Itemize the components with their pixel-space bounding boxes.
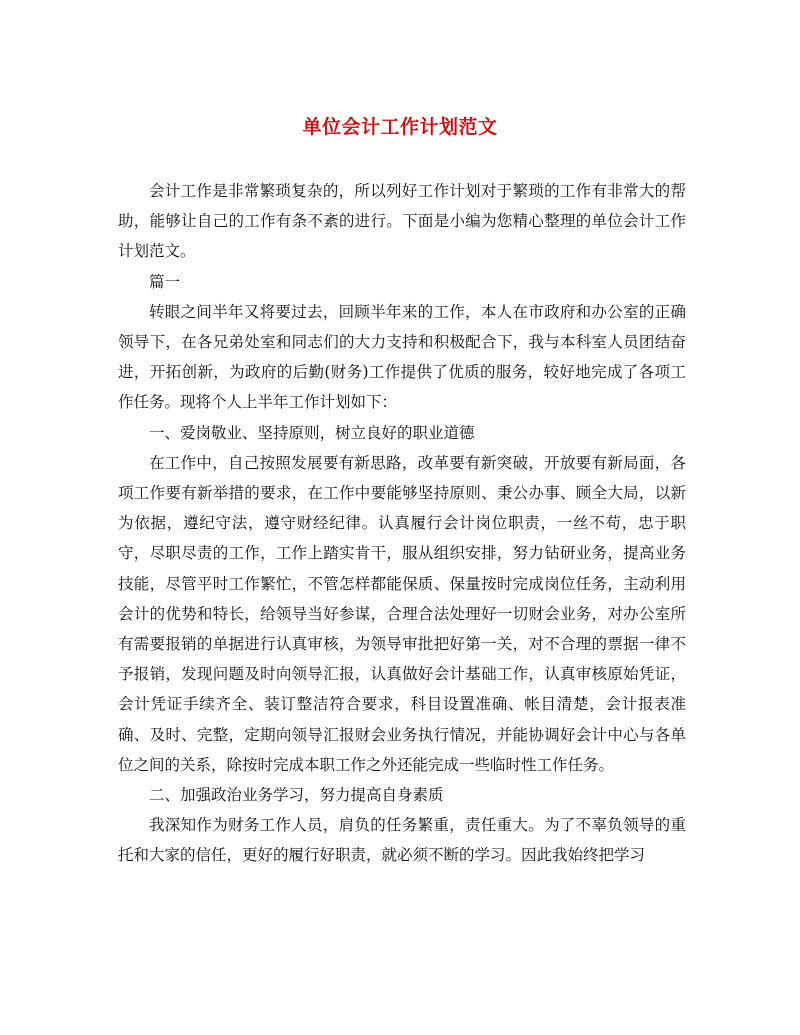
- document-title: 单位会计工作计划范文: [302, 116, 498, 138]
- paragraph-section-2: 我深知作为财务工作人员，肩负的任务繁重，责任重大。为了不辜负领导的重托和大家的信任，更好的履行好职责，就必须不断的学习。因此我始终把学习: [118, 816, 686, 865]
- paragraph-intro: 会计工作是非常繁琐复杂的，所以列好工作计划对于繁琐的工作有非常大的帮助，能够让自己的工作有条不紊的进行。下面是小编为您精心整理的单位会计工作计划范文。: [118, 182, 686, 261]
- paragraph-part-label: 篇一: [149, 272, 181, 291]
- section-heading-1: 一、爱岗敬业、坚持原则，树立良好的职业道德: [149, 423, 475, 442]
- paragraph-section-1: 在工作中，自己按照发展要有新思路，改革要有新突破，开放要有新局面，各项工作要有新举措的要求，在工作中要能够坚持原则、秉公办事、顾全大局，以新为依据，遵纪守法，遵守财经纪律。认真履行会计岗位职责，一丝不苟，忠于职守，尽职尽责的工作，工作上踏实肯干，服从组织安排，努力钻研业务，提高业务技能，尽管平时工作繁忙，不管怎样都能保质、保量按时完成岗位任务，主动利用会计的优势和特长，给领导当好参谋，合理合法处理好一切财会业务，对办公室所有需要报销的单据进行认真审核，为领导审批把好第一关，对不合理的票据一律不予报销，发现问题及时向领导汇报，认真做好会计基础工作，认真审核原始凭证，会计凭证手续齐全、装订整洁符合要求，科目设置准确、帐目清楚，会计报表准确、及时、完整，定期向领导汇报财会业务执行情况，并能协调好会计中心与各单位之间的关系，除按时完成本职工作之外还能完成一些临时性工作任务。: [118, 453, 686, 774]
- section-heading-2: 二、加强政治业务学习，努力提高自身素质: [149, 786, 444, 805]
- paragraph-summary: 转眼之间半年又将要过去，回顾半年来的工作，本人在市政府和办公室的正确领导下，在各兄弟处室和同志们的大力支持和积极配合下，我与本科室人员团结奋进，开拓创新，为政府的后勤(财务)工作提供了优质的服务，较好地完成了各项工作任务。现将个人上半年工作计划如下：: [118, 302, 686, 412]
- document-body: [118, 176, 686, 871]
